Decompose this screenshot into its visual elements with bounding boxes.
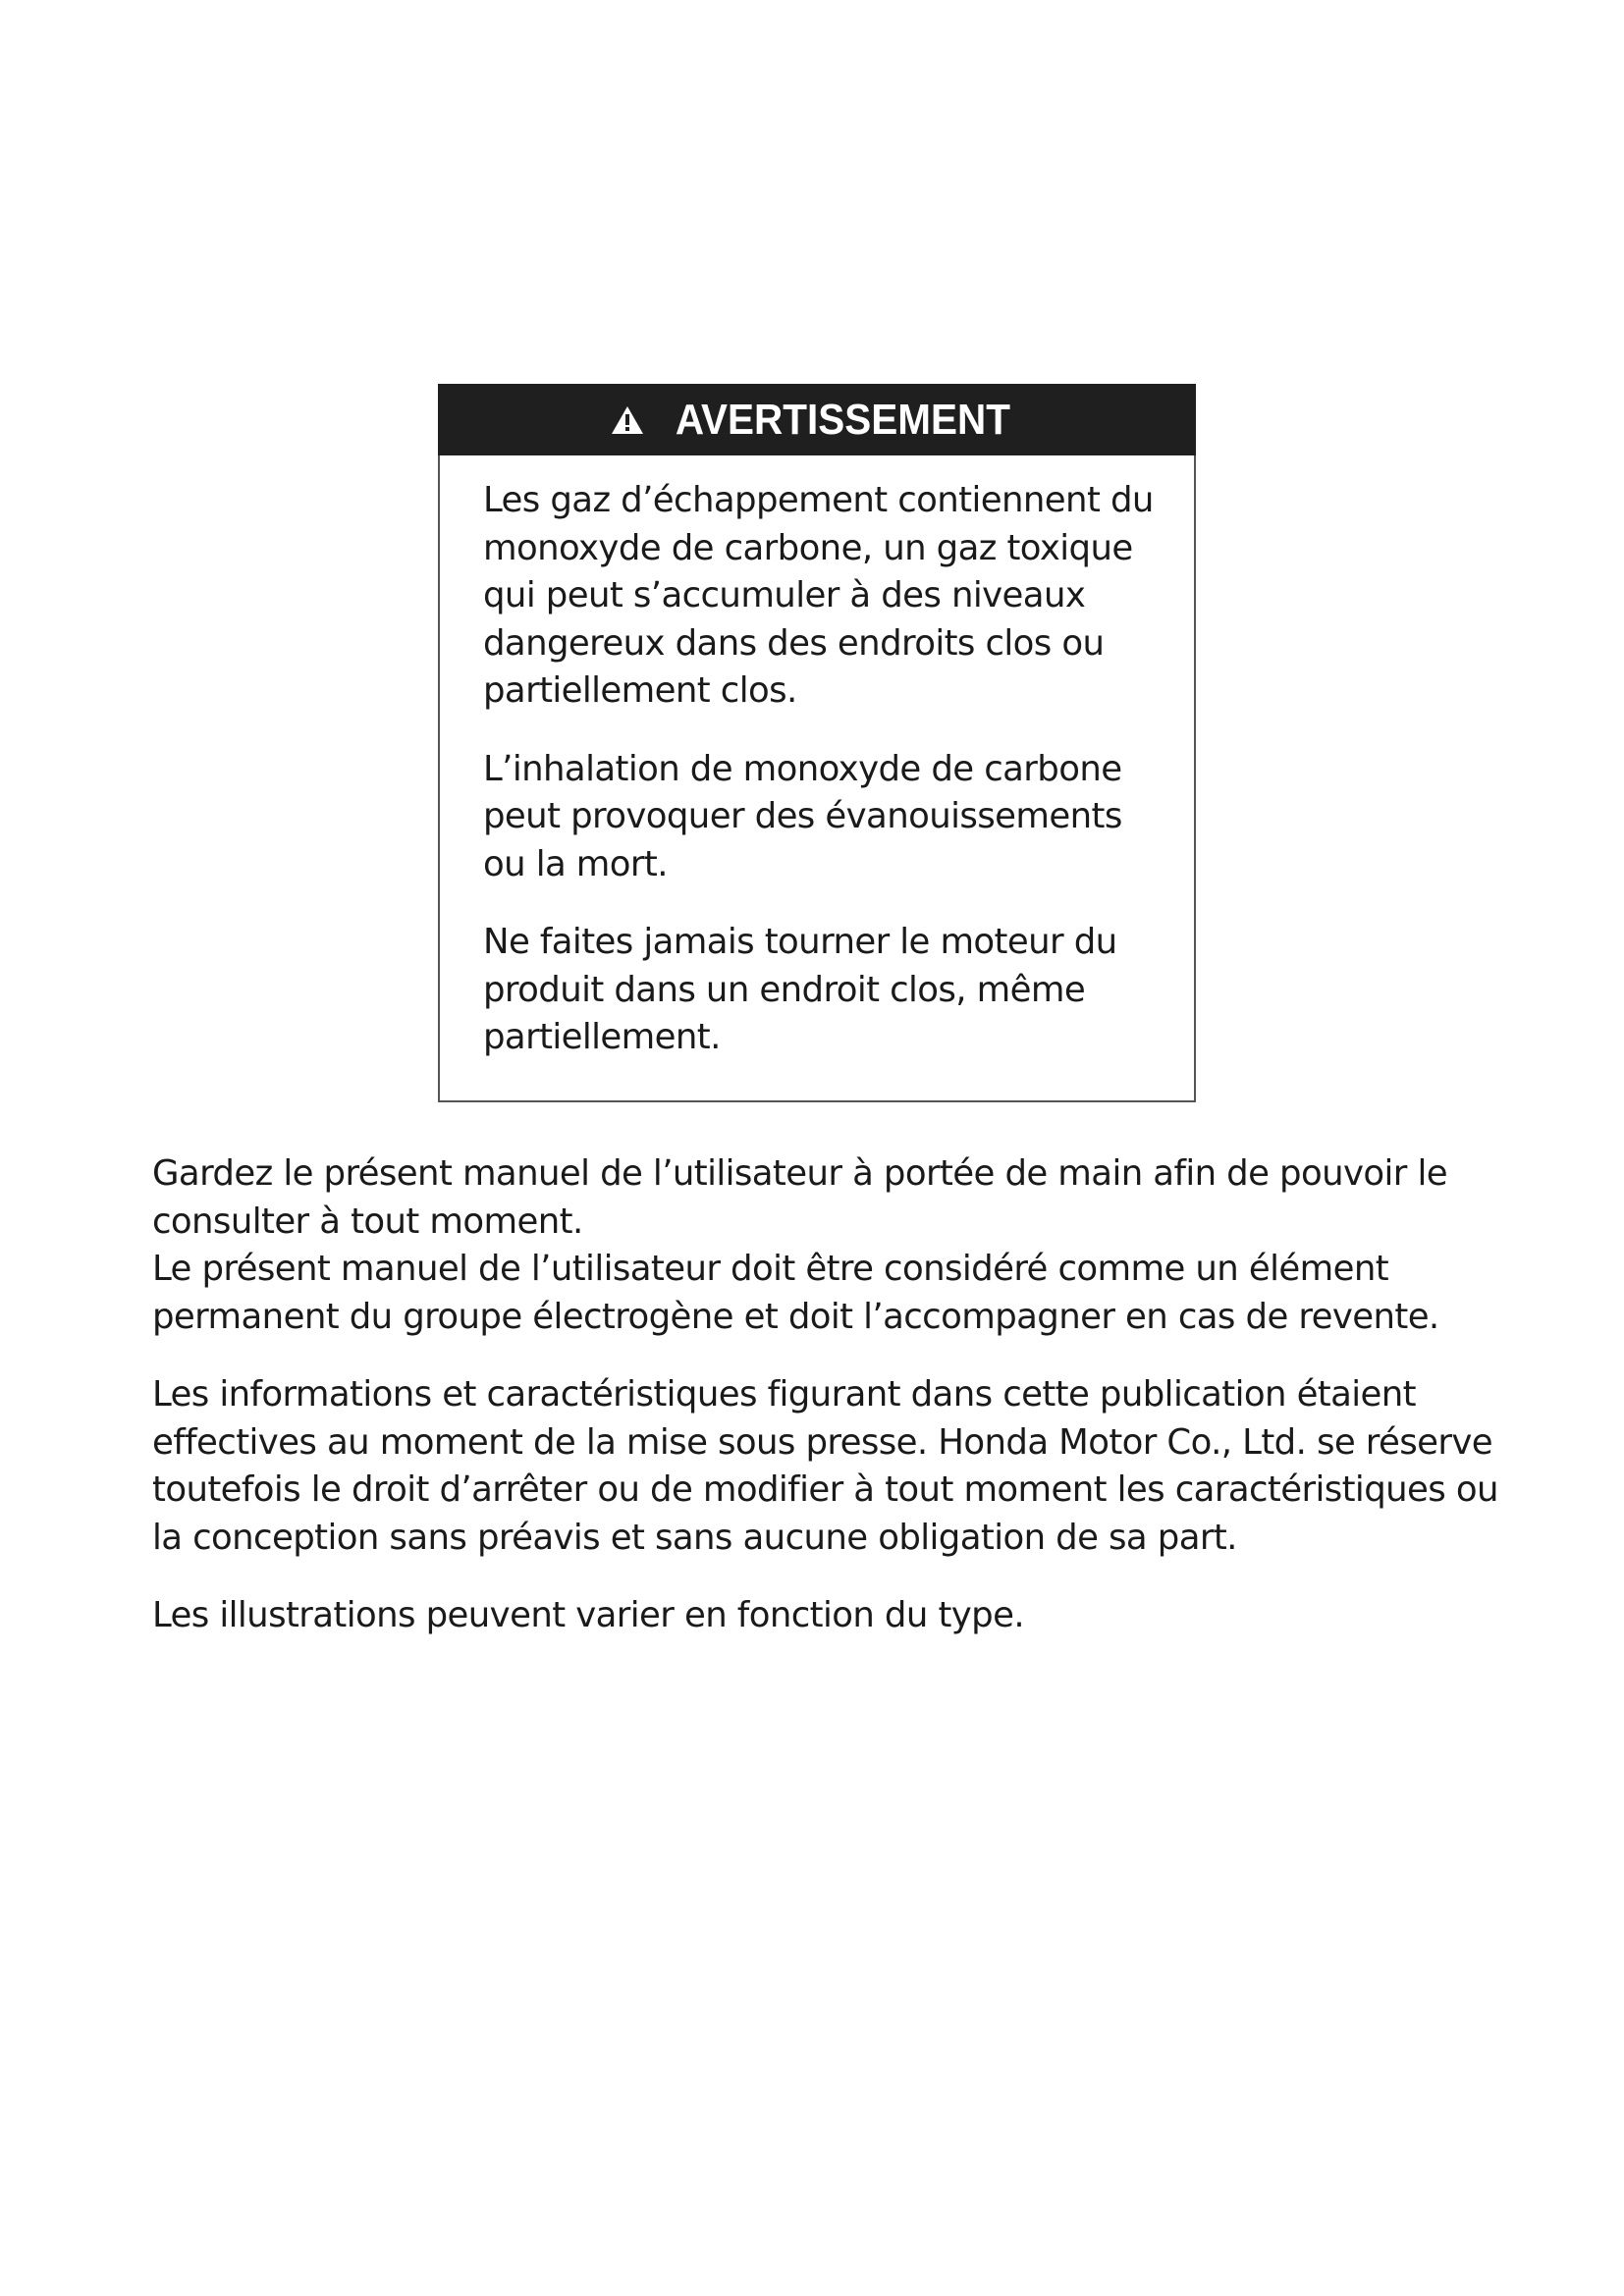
warning-paragraph-inhalation: L’inhalation de monoxyde de carbone peut provoquer des évanouissements ou la mort.: [483, 748, 1122, 884]
manual-keep-paragraph: Gardez le présent manuel de l’utilisateur à portée de main afin de pouvoir le consulter à tout moment. Le présent manuel de l’utilisateur doit être considéré comme un élément permanent du groupe électrogène et doit l’accompagner en cas de revente.: [152, 1153, 1447, 1337]
warning-body: [440, 455, 1194, 1062]
warning-paragraph-co-gas: Les gaz d’échappement contiennent du monoxyde de carbone, un gaz toxique qui peut s’accumuler à des niveaux dangereux dans des endroits clos ou partiellement clos.: [483, 480, 1154, 711]
illustrations-paragraph: Les illustrations peuvent varier en fonction du type.: [152, 1595, 1025, 1635]
warning-box: [438, 384, 1196, 1102]
warning-header: [438, 384, 1196, 455]
warning-triangle-icon: [610, 404, 645, 436]
specifications-paragraph: Les informations et caractéristiques figurant dans cette publication étaient effectives au moment de la mise sous presse. Honda Motor Co., Ltd. se réserve toutefois le droit d’arrêter ou de modifier à tout moment les caractéristiques ou la conception sans préavis et sans aucune obligation de sa part.: [152, 1374, 1498, 1558]
warning-title: AVERTISSEMENT: [675, 395, 1010, 444]
warning-paragraph-never-run: Ne faites jamais tourner le moteur du produit dans un endroit clos, même partiellement.: [483, 922, 1117, 1057]
main-text: [152, 1150, 1527, 1671]
